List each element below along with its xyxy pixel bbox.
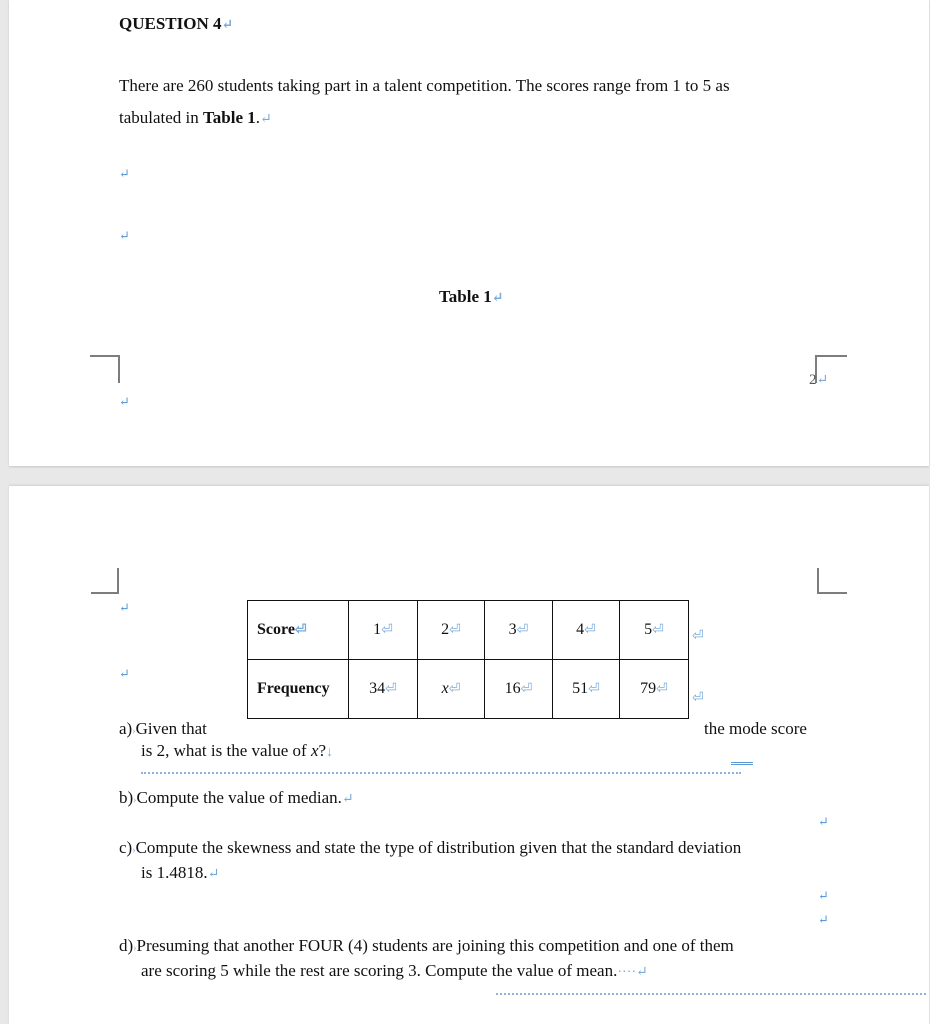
page-number bbox=[809, 372, 828, 389]
part-d-line-2[interactable]: are scoring 5 while the rest are scoring 3. Compute the value of mean.····↵ bbox=[141, 961, 648, 980]
empty-paragraph-mark-icon: ↵ bbox=[818, 814, 829, 829]
part-d-text-2: are scoring 5 while the rest are scoring 3. Compute the value of mean. bbox=[141, 961, 618, 980]
intro-text-2: tabulated in bbox=[119, 108, 204, 127]
frequency-header-cell[interactable] bbox=[248, 660, 349, 719]
score-cell-1[interactable] bbox=[349, 601, 418, 660]
page-number-text: 2 bbox=[809, 372, 817, 388]
row-end-mark-icon: ⏎ bbox=[692, 629, 704, 644]
cell-end-mark-icon: ⏎ bbox=[381, 623, 393, 638]
part-a-variable: x bbox=[310, 741, 319, 760]
part-a-line-1-right[interactable] bbox=[704, 719, 807, 739]
section-break-dotted-line bbox=[496, 993, 926, 995]
empty-paragraph-mark-icon: ↵ bbox=[119, 600, 130, 615]
frequency-header-text: Frequency bbox=[257, 680, 330, 697]
part-a-line-1[interactable]: a)›Given that bbox=[119, 719, 207, 738]
empty-paragraph-mark-icon: ↵ bbox=[119, 166, 130, 181]
part-c-text-1: Compute the skewness and state the type of distribution given that the standard deviation bbox=[135, 838, 742, 857]
frequency-value: 51 bbox=[572, 680, 589, 697]
score-value: 2 bbox=[441, 621, 450, 638]
score-value: 3 bbox=[508, 621, 517, 638]
score-cell-5[interactable] bbox=[620, 601, 689, 660]
part-a-text-left: Given that bbox=[135, 719, 207, 738]
paragraph-mark-icon: ↵ bbox=[207, 867, 220, 882]
section-break-marker-icon bbox=[731, 762, 753, 765]
cell-end-mark-icon: ⏎ bbox=[449, 623, 461, 638]
paragraph-mark-icon: ↵ bbox=[341, 792, 354, 807]
score-cell-4[interactable] bbox=[553, 601, 620, 660]
part-d-line-1[interactable]: d)›Presuming that another FOUR (4) students are joining this competition and one of them bbox=[119, 936, 734, 955]
cell-end-mark-icon: ⏎ bbox=[588, 682, 600, 697]
document-page-2 bbox=[9, 486, 929, 1024]
crop-mark-icon bbox=[817, 568, 847, 594]
table-caption-text: Table 1 bbox=[439, 287, 492, 306]
part-b-label: b) bbox=[119, 788, 134, 807]
paragraph-mark-icon: ↵ bbox=[816, 373, 829, 388]
section-break-dotted-line bbox=[141, 772, 741, 774]
crop-mark-icon bbox=[90, 355, 120, 383]
cell-end-mark-icon: ⏎ bbox=[294, 623, 307, 638]
cell-end-mark-icon: ⏎ bbox=[516, 623, 529, 638]
part-c-line-2[interactable] bbox=[141, 863, 219, 883]
frequency-cell-3[interactable] bbox=[485, 660, 553, 719]
part-d-text-1: Presuming that another FOUR (4) students are joining this competition and one of them bbox=[136, 936, 734, 955]
score-cell-3[interactable] bbox=[485, 601, 553, 660]
intro-line-1[interactable] bbox=[119, 76, 730, 96]
cell-end-mark-icon: ⏎ bbox=[652, 623, 664, 638]
score-header-text: Score bbox=[257, 621, 295, 638]
frequency-cell-5[interactable] bbox=[620, 660, 689, 719]
score-frequency-table bbox=[247, 600, 689, 719]
table-row-frequency bbox=[248, 660, 689, 719]
question-title-text: QUESTION 4 bbox=[119, 14, 222, 33]
part-a-question-mark: ? bbox=[318, 741, 327, 760]
cell-end-mark-icon: ⏎ bbox=[584, 623, 596, 638]
part-b[interactable]: b)›Compute the value of median.↵ bbox=[119, 788, 354, 807]
part-c-line-1[interactable]: c)›Compute the skewness and state the type of distribution given that the standard deviation bbox=[119, 838, 742, 857]
frequency-value: 16 bbox=[504, 680, 521, 697]
frequency-cell-2[interactable] bbox=[418, 660, 485, 719]
empty-paragraph-mark-icon: ↵ bbox=[119, 394, 130, 409]
intro-period: . bbox=[255, 108, 261, 127]
part-a-line-2[interactable]: is 2, what is the value of x?↓ bbox=[141, 741, 334, 760]
part-a-text-2: is 2, what is the value of bbox=[141, 741, 311, 760]
part-c-text-2: is 1.4818. bbox=[141, 863, 208, 882]
frequency-value: 34 bbox=[369, 680, 386, 697]
part-b-text: Compute the value of median. bbox=[136, 788, 342, 807]
score-value: 4 bbox=[576, 621, 585, 638]
score-cell-2[interactable] bbox=[418, 601, 485, 660]
intro-text-1: There are 260 students taking part in a talent competition. The scores range from 1 to 5 as bbox=[119, 76, 730, 95]
frequency-cell-1[interactable] bbox=[349, 660, 418, 719]
cell-end-mark-icon: ⏎ bbox=[385, 682, 397, 697]
frequency-cell-4[interactable] bbox=[553, 660, 620, 719]
empty-paragraph-mark-icon: ↵ bbox=[818, 912, 829, 927]
frequency-value-unknown: x bbox=[441, 680, 449, 697]
empty-paragraph-mark-icon: ↵ bbox=[818, 888, 829, 903]
cell-end-mark-icon: ⏎ bbox=[656, 682, 668, 697]
cell-end-mark-icon: ⏎ bbox=[448, 682, 461, 697]
part-a-text-right: the mode score bbox=[704, 719, 807, 738]
crop-mark-icon bbox=[91, 568, 119, 594]
score-value: 1 bbox=[373, 621, 382, 638]
part-d-label: d) bbox=[119, 936, 134, 955]
paragraph-mark-icon: ↵ bbox=[491, 291, 504, 306]
paragraph-mark-icon: ↵ bbox=[260, 112, 272, 127]
part-c-label: c) bbox=[119, 838, 133, 857]
table-caption[interactable] bbox=[439, 287, 504, 307]
paragraph-mark-icon: ↵ bbox=[635, 965, 648, 980]
document-page-1 bbox=[9, 0, 929, 466]
cell-end-mark-icon: ⏎ bbox=[520, 682, 533, 697]
empty-paragraph-mark-icon: ↵ bbox=[119, 666, 130, 681]
row-end-mark-icon: ⏎ bbox=[692, 691, 704, 706]
intro-line-2[interactable] bbox=[119, 108, 272, 128]
empty-paragraph-mark-icon: ↵ bbox=[119, 228, 130, 243]
paragraph-mark-icon: ↵ bbox=[221, 18, 234, 33]
score-value: 5 bbox=[644, 621, 653, 638]
table-reference: Table 1 bbox=[203, 108, 256, 127]
table-row-score bbox=[248, 601, 689, 660]
question-title[interactable] bbox=[119, 14, 233, 34]
score-header-cell[interactable] bbox=[248, 601, 349, 660]
part-a-label: a) bbox=[119, 719, 133, 738]
frequency-value: 79 bbox=[640, 680, 657, 697]
